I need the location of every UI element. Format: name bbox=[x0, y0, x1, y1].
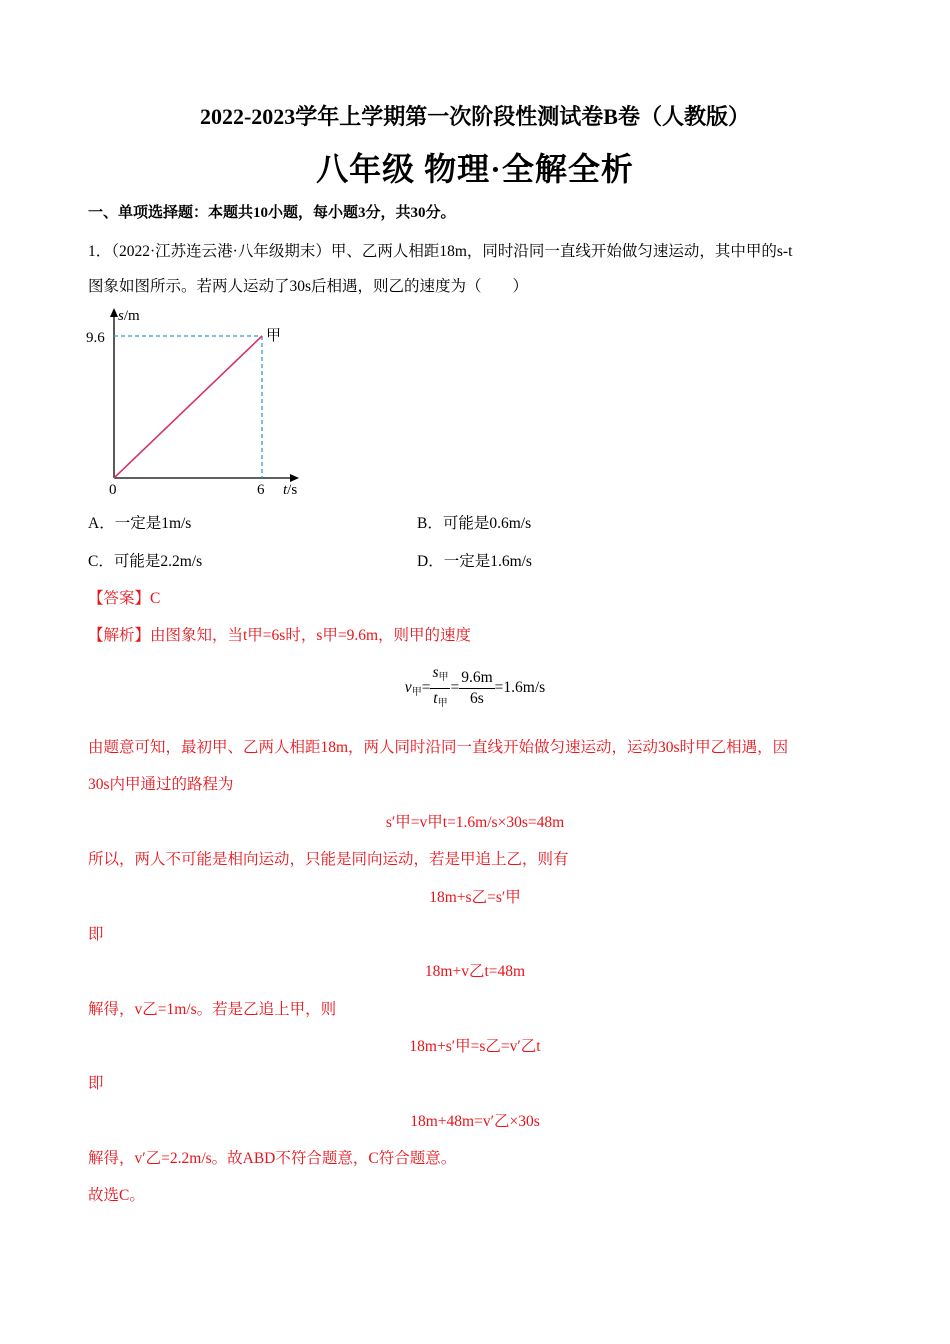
question-1-line-2: 图象如图所示。若两人运动了30s后相遇，则乙的速度为（ ） bbox=[88, 278, 529, 295]
eq-s: s bbox=[432, 664, 439, 681]
analysis-para-1-line-2: 30s内甲通过的路程为 bbox=[88, 776, 234, 793]
eq-s-sub: 甲 bbox=[438, 672, 449, 683]
x-tick-label: 6 bbox=[257, 482, 265, 498]
equation-2: s′甲=v甲t=1.6m/s×30s=48m bbox=[385, 814, 565, 831]
eq-equals-2: = bbox=[450, 679, 460, 697]
analysis-para-2: 所以，两人不可能是相向运动，只能是同向运动，若是甲追上乙，则有 bbox=[88, 851, 569, 868]
x-axis-arrow bbox=[290, 474, 299, 482]
fraction-symbolic bbox=[430, 663, 450, 714]
y-tick-label: 9.6 bbox=[86, 330, 105, 346]
eq-numerator: 9.6m bbox=[459, 668, 494, 689]
series-jia-label: 甲 bbox=[266, 328, 282, 344]
equation-4: 18m+v乙t=48m bbox=[424, 963, 526, 980]
eq-result: =1.6m/s bbox=[494, 679, 546, 697]
eq-v: v bbox=[404, 679, 412, 697]
y-axis-label: s/m bbox=[118, 308, 140, 324]
y-axis-arrow bbox=[110, 308, 118, 317]
analysis-intro: 【解析】由图象知，当t甲=6s时，s甲=9.6m，则甲的速度 bbox=[88, 627, 472, 644]
x-axis-label: t/s bbox=[283, 482, 298, 498]
solution-2: 解得，v′乙=2.2m/s。故ABD不符合题意，C符合题意。 bbox=[88, 1150, 457, 1167]
fraction-numeric bbox=[459, 668, 494, 709]
conclusion: 故选C。 bbox=[88, 1187, 145, 1204]
solution-1: 解得，v乙=1m/s。若是乙追上甲，则 bbox=[88, 1001, 337, 1018]
section-heading: 一、单项选择题：本题共10小题，每小题3分，共30分。 bbox=[88, 205, 456, 221]
series-jia-line bbox=[114, 336, 262, 478]
eq-t: t bbox=[433, 690, 438, 707]
option-c: C．可能是2.2m/s bbox=[88, 553, 203, 570]
subject-title: 八年级 物理·全解全析 bbox=[316, 151, 634, 187]
question-1-line-1: 1．（2022·江苏连云港·八年级期末）甲、乙两人相距18m，同时沿同一直线开始做匀速运动，其中甲的s-t bbox=[88, 243, 793, 260]
analysis-para-1-line-1: 由题意可知，最初甲、乙两人相距18m，两人同时沿同一直线开始做匀速运动，运动30s时甲乙相遇，因 bbox=[88, 739, 789, 756]
option-d: D．一定是1.6m/s bbox=[417, 553, 532, 570]
equation-6: 18m+48m=v′乙×30s bbox=[410, 1113, 540, 1130]
origin-label: 0 bbox=[109, 482, 117, 498]
eq-denominator: 6s bbox=[470, 690, 484, 707]
s-t-graph bbox=[80, 300, 320, 505]
ji-2: 即 bbox=[88, 1075, 104, 1092]
equation-3: 18m+s乙=s′甲 bbox=[429, 889, 521, 906]
eq-v-sub: 甲 bbox=[411, 687, 422, 699]
option-a: A．一定是1m/s bbox=[88, 515, 192, 532]
eq-equals: = bbox=[421, 679, 431, 697]
exam-title: 2022-2023学年上学期第一次阶段性测试卷B卷（人教版） bbox=[199, 104, 750, 129]
answer-label: 【答案】C bbox=[88, 590, 161, 607]
eq-t-sub: 甲 bbox=[437, 698, 448, 709]
ji-1: 即 bbox=[88, 926, 104, 943]
equation-5: 18m+s′甲=s乙=v′乙t bbox=[409, 1038, 541, 1055]
speed-equation bbox=[0, 663, 950, 714]
option-b: B．可能是0.6m/s bbox=[417, 515, 532, 532]
